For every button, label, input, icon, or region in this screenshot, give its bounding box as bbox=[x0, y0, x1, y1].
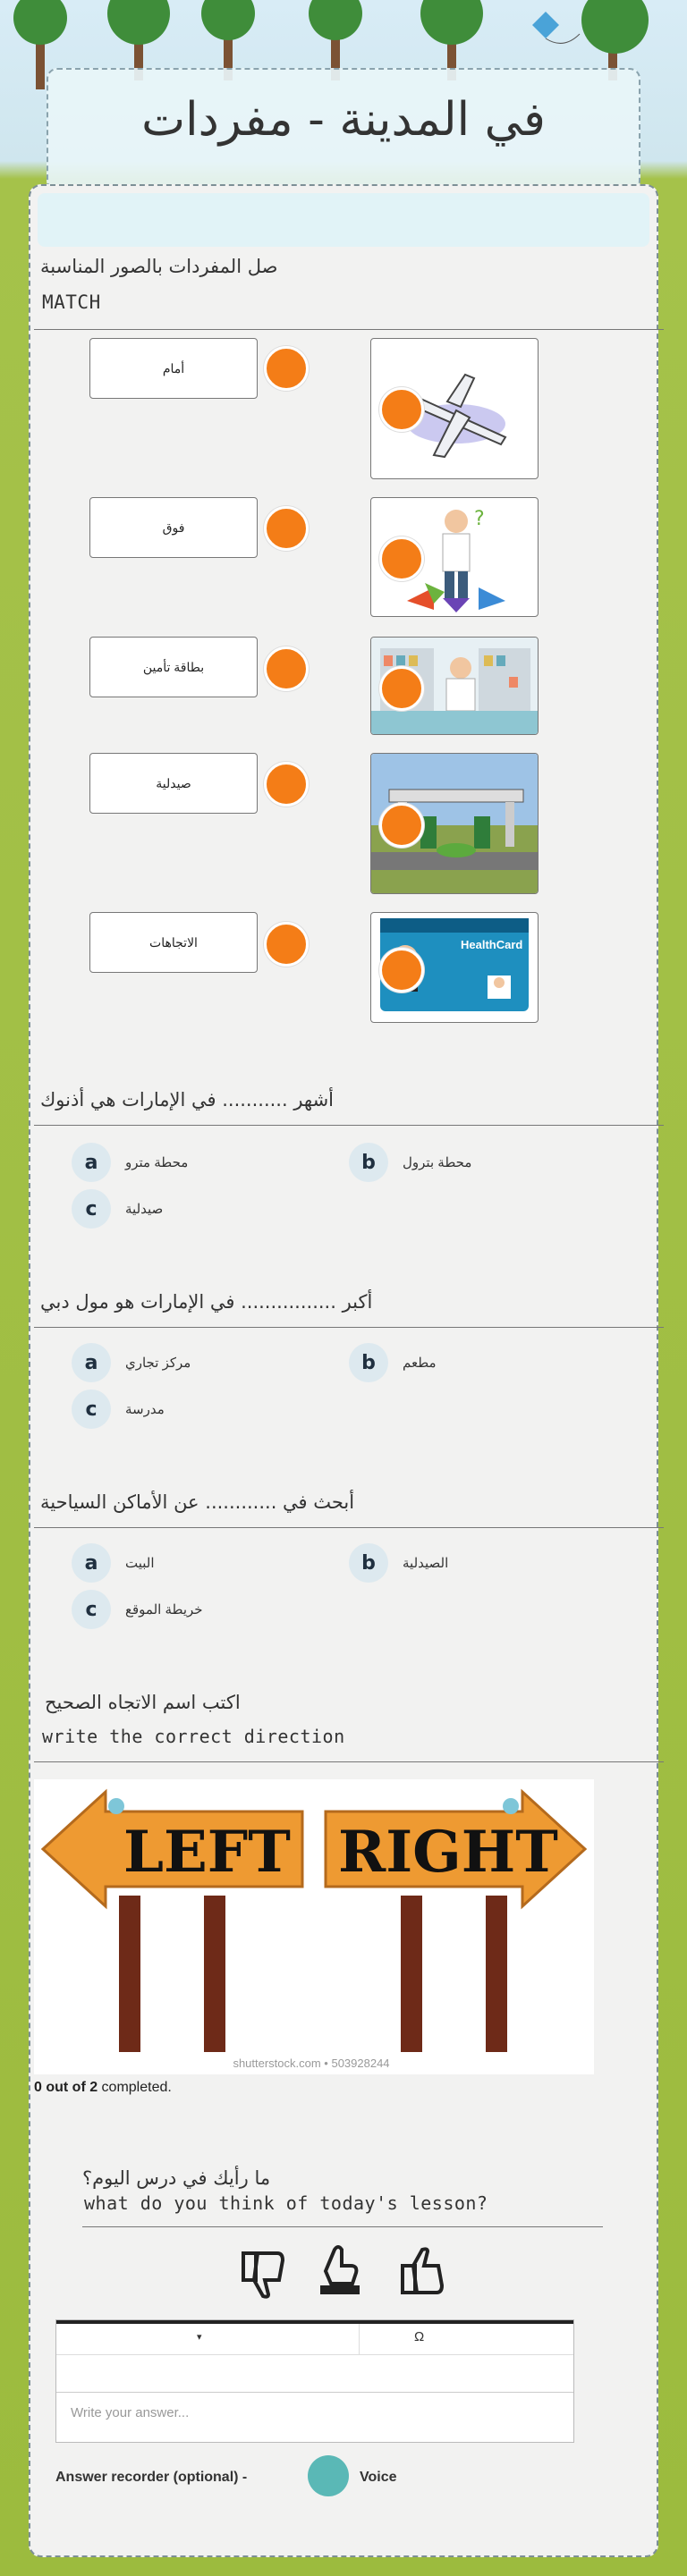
thumbs-up-icon[interactable] bbox=[394, 2246, 447, 2304]
svg-text:?: ? bbox=[474, 508, 485, 530]
feedback-subtitle: what do you think of today's lesson? bbox=[84, 2192, 488, 2214]
match-word[interactable]: الاتجاهات bbox=[89, 912, 258, 973]
record-button[interactable] bbox=[308, 2455, 349, 2496]
divider bbox=[82, 2226, 603, 2227]
match-word[interactable]: أمام bbox=[89, 338, 258, 399]
q3-option-c[interactable] bbox=[72, 1590, 203, 1629]
dropdown-caret-icon[interactable]: ▾ bbox=[197, 2332, 202, 2343]
q2-option-c[interactable] bbox=[72, 1389, 165, 1429]
match-subtitle: MATCH bbox=[42, 291, 101, 313]
card-band bbox=[38, 193, 649, 247]
voice-label: Voice bbox=[360, 2470, 397, 2485]
option-text: مركز تجاري bbox=[125, 1356, 191, 1371]
option-text: مدرسة bbox=[125, 1402, 165, 1417]
left-label: LEFT bbox=[123, 1819, 291, 1886]
option-text: مطعم bbox=[403, 1356, 437, 1371]
match-connector-word[interactable] bbox=[264, 762, 309, 807]
q4-subtitle: write the correct direction bbox=[42, 1726, 345, 1747]
health-card-text: HealthCard bbox=[461, 938, 523, 951]
option-letter: a bbox=[72, 1343, 111, 1382]
option-text: البيت bbox=[125, 1556, 155, 1571]
option-text: محطة مترو bbox=[125, 1155, 189, 1170]
q1-option-a[interactable] bbox=[72, 1143, 188, 1182]
q2-option-b[interactable] bbox=[349, 1343, 437, 1382]
q3-option-b[interactable] bbox=[349, 1543, 448, 1583]
feedback-title: ما رأيك في درس اليوم؟ bbox=[82, 2167, 271, 2189]
toolbar-divider bbox=[359, 2324, 360, 2354]
q4-title: اكتب اسم الاتجاه الصحيح bbox=[45, 1692, 241, 1713]
option-letter: c bbox=[72, 1590, 111, 1629]
match-connector-image[interactable] bbox=[379, 387, 424, 432]
progress-count: 0 out of 2 bbox=[34, 2080, 98, 2095]
match-connector-image[interactable] bbox=[379, 536, 424, 581]
answer-editor[interactable] bbox=[55, 2319, 574, 2443]
option-letter: b bbox=[349, 1543, 388, 1583]
match-word[interactable]: صيدلية bbox=[89, 753, 258, 814]
q1-option-c[interactable] bbox=[72, 1189, 163, 1229]
recorder-label: Answer recorder (optional) - bbox=[55, 2470, 248, 2485]
progress-text bbox=[34, 2080, 172, 2096]
q3-option-a[interactable] bbox=[72, 1543, 155, 1583]
match-word[interactable]: فوق bbox=[89, 497, 258, 558]
divider bbox=[34, 1327, 664, 1328]
q1-title: أشهر ........... في الإمارات هي أذنوك bbox=[40, 1089, 335, 1111]
divider bbox=[34, 329, 664, 330]
title-card bbox=[47, 68, 640, 191]
page-title: في المدينة - مفردات bbox=[141, 93, 546, 147]
option-text: الصيدلية bbox=[403, 1556, 449, 1571]
option-text: صيدلية bbox=[125, 1202, 164, 1217]
omega-symbol-button[interactable]: Ω bbox=[414, 2329, 425, 2344]
match-connector-word[interactable] bbox=[264, 646, 309, 691]
match-title: صل المفردات بالصور المناسبة bbox=[40, 256, 278, 277]
match-word[interactable]: بطاقة تأمين bbox=[89, 637, 258, 697]
match-connector-image[interactable] bbox=[379, 803, 424, 848]
option-text: محطة بترول bbox=[403, 1155, 472, 1170]
option-letter: a bbox=[72, 1143, 111, 1182]
divider bbox=[34, 1125, 664, 1126]
neutral-hand-icon[interactable] bbox=[315, 2242, 369, 2304]
q3-title: أبحث في ............ عن الأماكن السياحية bbox=[40, 1491, 355, 1513]
progress-suffix: completed. bbox=[98, 2080, 172, 2095]
divider bbox=[34, 1761, 664, 1762]
option-letter: c bbox=[72, 1389, 111, 1429]
option-letter: a bbox=[72, 1543, 111, 1583]
kite-icon bbox=[528, 7, 581, 52]
watermark: shutterstock.com • 503928244 bbox=[233, 2057, 390, 2070]
editor-toolbar bbox=[56, 2320, 573, 2355]
left-right-signs-image bbox=[34, 1779, 594, 2074]
option-letter: c bbox=[72, 1189, 111, 1229]
match-connector-image[interactable] bbox=[379, 666, 424, 711]
q2-option-a[interactable] bbox=[72, 1343, 191, 1382]
q1-option-b[interactable] bbox=[349, 1143, 471, 1182]
match-connector-word[interactable] bbox=[264, 922, 309, 967]
match-connector-word[interactable] bbox=[264, 506, 309, 551]
match-connector-image[interactable] bbox=[379, 948, 424, 992]
answer-input[interactable]: Write your answer... bbox=[56, 2392, 573, 2440]
right-label: RIGHT bbox=[338, 1819, 558, 1886]
divider bbox=[34, 1527, 664, 1528]
option-letter: b bbox=[349, 1343, 388, 1382]
match-connector-word[interactable] bbox=[264, 346, 309, 391]
option-letter: b bbox=[349, 1143, 388, 1182]
option-text: خريطة الموقع bbox=[125, 1602, 203, 1617]
q2-title: أكبر ................ في الإمارات هو مول دبي bbox=[40, 1291, 373, 1313]
thumbs-down-icon[interactable] bbox=[234, 2246, 288, 2304]
